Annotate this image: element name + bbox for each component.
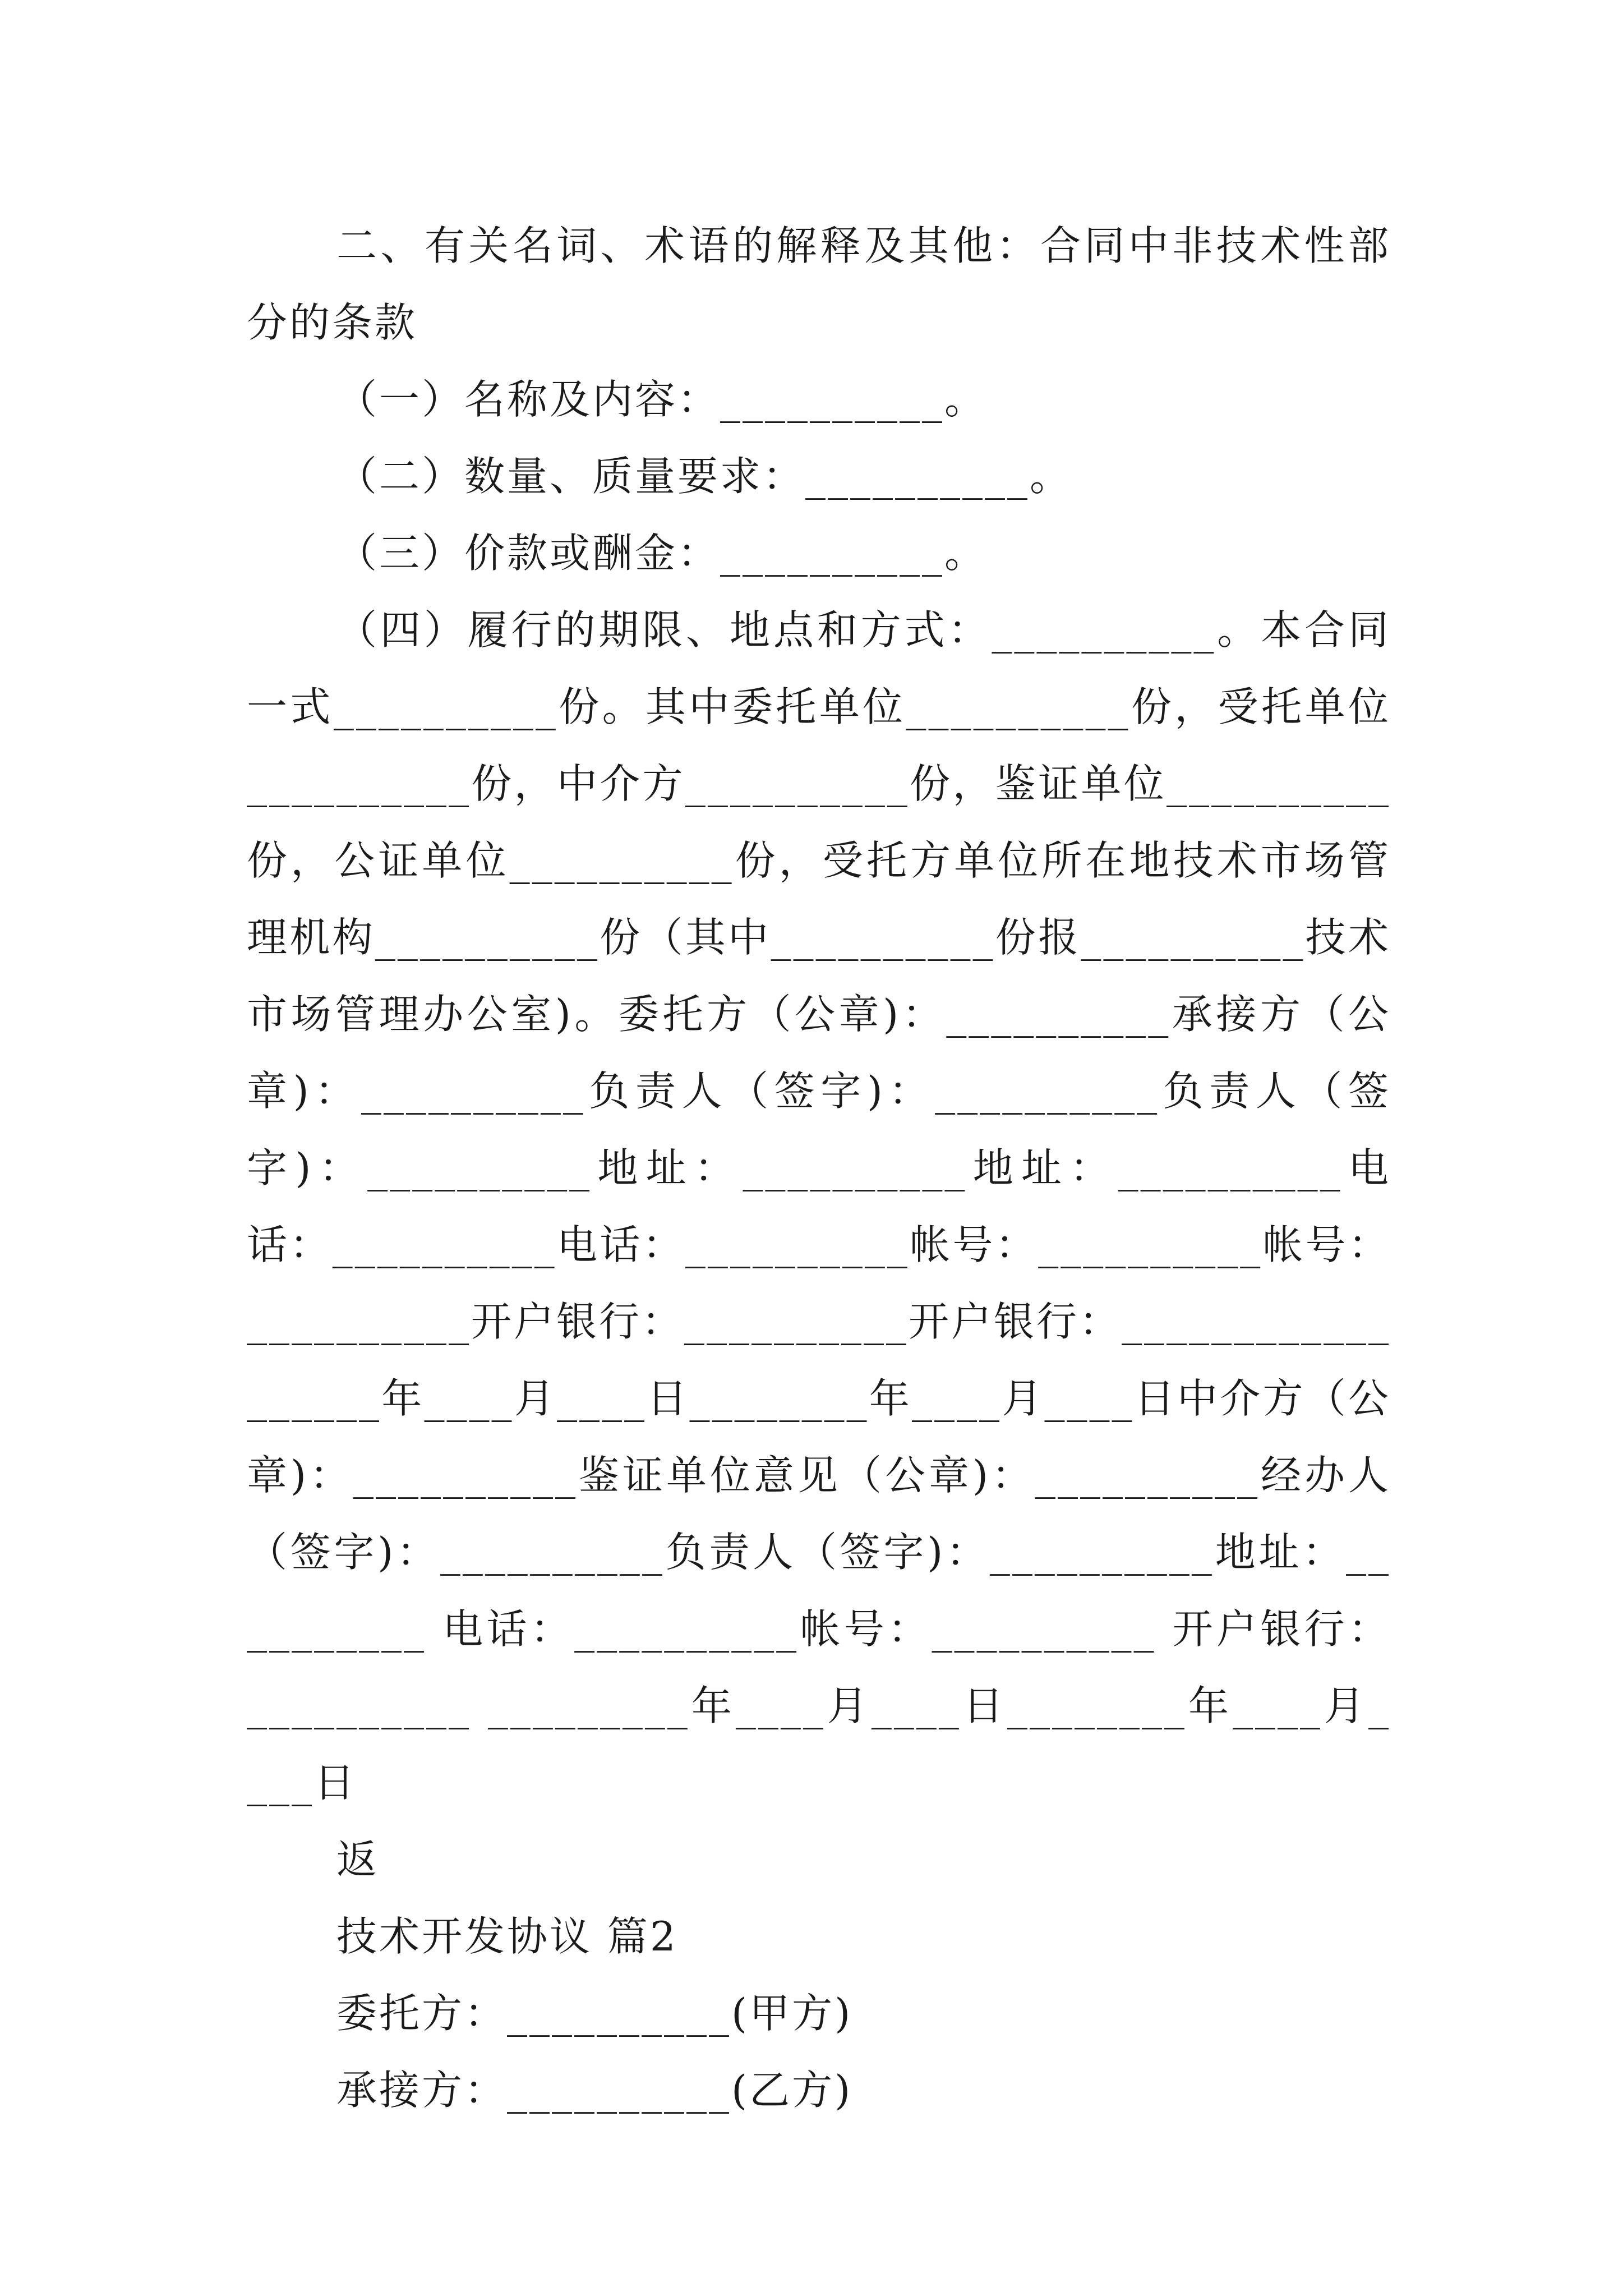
clause-price: （三）价款或酬金：__________。 — [336, 530, 988, 577]
clause-performance-signatures: （四）履行的期限、地点和方式：__________。本合同一式__________份。其中委托单位__________份，受托单位__________份，中介方__________份，鉴证单位__________份，公证单位__________份，受托方单位所在地技术市场管理机构__________份（其中__________份报__________技术市场管理办公室)。委托方（公章)：__________承接方（公章)：__________负责人（签字)：__________负责人（签字)：__________地址：__________地址：__________电话：__________电话：__________帐号：__________帐号：__________开户银行：__________开户银行：__________________年____月____日________年____月____日中介方（公章)：__________鉴证单位意见（公章)：__________经办人（签字)：__________负责人（签字)：__________地址：__________ 电话：__________帐号：__________ 开户银行：__________ _________年____月____日________年____月____日 — [247, 606, 1391, 1806]
contractor-party-line: 承接方：__________(乙方) — [336, 2067, 853, 2114]
section-heading: 二、有关名词、术语的解释及其他：合同中非技术性部分的条款 — [247, 222, 1391, 346]
article-title: 技术开发协议 篇2 — [336, 1913, 678, 1960]
clause-name-content: （一）名称及内容：__________。 — [336, 376, 988, 423]
return-link[interactable]: 返 — [336, 1836, 380, 1883]
client-party-line: 委托方：__________(甲方) — [336, 1990, 853, 2037]
clause-quantity-quality: （二）数量、质量要求：__________。 — [336, 453, 1073, 500]
document-page — [247, 208, 1391, 2129]
